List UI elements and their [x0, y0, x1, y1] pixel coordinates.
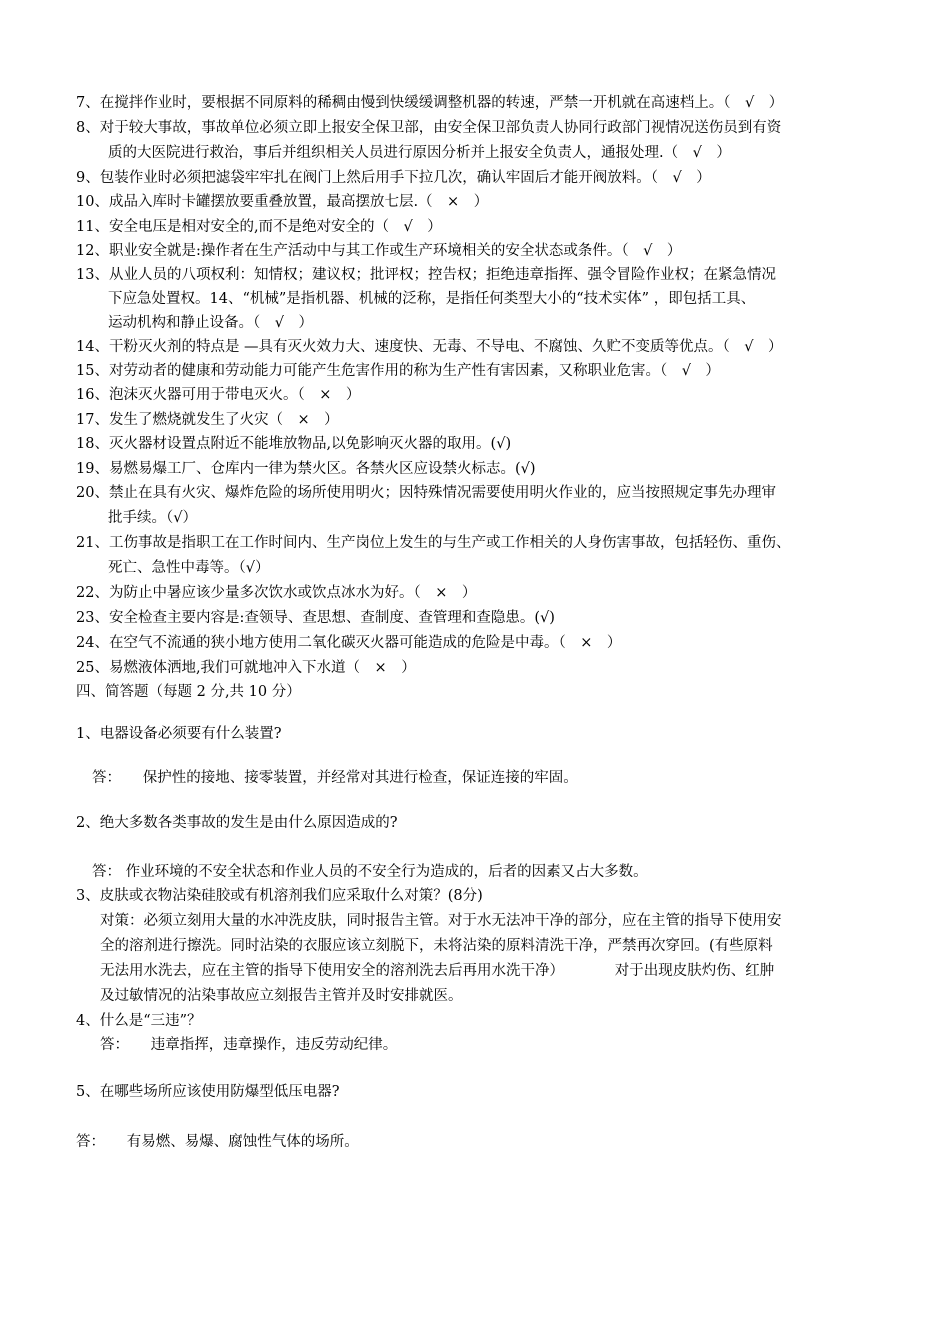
short-question-3: 3、皮肤或衣物沾染硅胶或有机溶剂我们应采取什么对策？(8分)	[76, 888, 483, 904]
question-14: 14、干粉灭火剂的特点是 —具有灭火效力大、速度快、无毒、不导电、不腐蚀、久贮不变质等优点。（ √ ）	[76, 339, 783, 355]
short-question-1: 1、电器设备必须要有什么装置?	[76, 726, 282, 742]
question-8-line-2: 质的大医院进行救治，事后并组织相关人员进行原因分析并上报安全负责人，通报处理.（ √ ）	[108, 145, 731, 161]
question-7: 7、在搅拌作业时，要根据不同原料的稀稠由慢到快缓缓调整机器的转速，严禁一开机就在高速档上。（ √ ）	[76, 95, 784, 111]
question-15: 15、对劳动者的健康和劳动能力可能产生危害作用的称为生产性有害因素，又称职业危害。（ √ ）	[76, 363, 720, 379]
question-12: 12、职业安全就是:操作者在生产活动中与其工作或生产环境相关的安全状态或条件。（ √ ）	[76, 243, 682, 259]
section-heading: 四、简答题（每题 2 分,共 10 分）	[76, 684, 301, 700]
question-13-line-1: 13、从业人员的八项权利：知情权；建议权；批评权；控告权；拒绝违章指挥、强令冒险作业权；在紧急情况	[76, 267, 776, 283]
short-answer-1: 答： 保护性的接地、接零装置，并经常对其进行检查，保证连接的牢固。	[92, 770, 578, 786]
question-21-line-1: 21、工伤事故是指职工在工作时间内、生产岗位上发生的与生产或工作相关的人身伤害事故，包括轻伤、重伤、	[76, 535, 791, 551]
question-9: 9、包装作业时必须把滤袋牢牢扎在阀门上然后用手下拉几次，确认牢固后才能开阀放料。（ √ ）	[76, 170, 711, 186]
question-11: 11、安全电压是相对安全的,而不是绝对安全的（ √ ）	[76, 219, 442, 235]
short-answer-2: 答： 作业环境的不安全状态和作业人员的不安全行为造成的，后者的因素又占大多数。	[92, 864, 648, 880]
question-13-line-3: 运动机构和静止设备。（ √ ）	[108, 315, 313, 331]
short-answer-3-line-4: 及过敏情况的沾染事故应立刻报告主管并及时安排就医。	[100, 988, 463, 1004]
short-answer-5: 答： 有易燃、易爆、腐蚀性气体的场所。	[76, 1134, 359, 1150]
question-23: 23、安全检查主要内容是:查领导、查思想、查制度、查管理和查隐患。(√)	[76, 610, 555, 626]
question-24: 24、在空气不流通的狭小地方使用二氧化碳灭火器可能造成的危险是中毒。（ × ）	[76, 635, 622, 651]
question-16: 16、泡沫灭火器可用于带电灭火。（ × ）	[76, 387, 361, 403]
short-answer-3-line-2: 全的溶剂进行擦洗。同时沾染的衣服应该立刻脱下，未将沾染的原料清洗干净，严禁再次穿回。(有些原料	[100, 938, 773, 954]
short-question-2: 2、绝大多数各类事故的发生是由什么原因造成的?	[76, 815, 398, 831]
question-22: 22、为防止中暑应该少量多次饮水或饮点冰水为好。（ × ）	[76, 585, 477, 601]
question-25: 25、易燃液体洒地,我们可就地冲入下水道（ × ）	[76, 660, 416, 676]
question-8-line-1: 8、对于较大事故，事故单位必须立即上报安全保卫部，由安全保卫部负责人协同行政部门视情况送伤员到有资	[76, 120, 782, 136]
question-17: 17、发生了燃烧就发生了火灾（ × ）	[76, 412, 339, 428]
short-question-5: 5、在哪些场所应该使用防爆型低压电器?	[76, 1084, 340, 1100]
question-19: 19、易燃易爆工厂、仓库内一律为禁火区。各禁火区应设禁火标志。(√)	[76, 461, 536, 477]
short-answer-3-line-1: 对策：必须立刻用大量的水冲洗皮肤，同时报告主管。对于水无法冲干净的部分，应在主管的指导下使用安	[100, 913, 782, 929]
short-question-4: 4、什么是“三违”？	[76, 1013, 202, 1029]
question-21-line-2: 死亡、急性中毒等。（√）	[108, 560, 270, 576]
question-20-line-2: 批手续。（√）	[108, 510, 197, 526]
question-10: 10、成品入库时卡罐摆放要重叠放置，最高摆放七层.（ × ）	[76, 194, 489, 210]
question-13-line-2: 下应急处置权。14、“机械”是指机器、机械的泛称，是指任何类型大小的“技术实体” ，即包括工具、	[108, 291, 756, 307]
short-answer-3-line-3: 无法用水洗去，应在主管的指导下使用安全的溶剂洗去后再用水洗干净） 对于出现皮肤灼伤、红肿	[100, 963, 775, 979]
question-20-line-1: 20、禁止在具有火灾、爆炸危险的场所使用明火；因特殊情况需要使用明火作业的，应当按照规定事先办理审	[76, 485, 776, 501]
short-answer-4: 答： 违章指挥，违章操作，违反劳动纪律。	[100, 1037, 398, 1053]
question-18: 18、灭火器材设置点附近不能堆放物品,以免影响灭火器的取用。(√)	[76, 436, 512, 452]
